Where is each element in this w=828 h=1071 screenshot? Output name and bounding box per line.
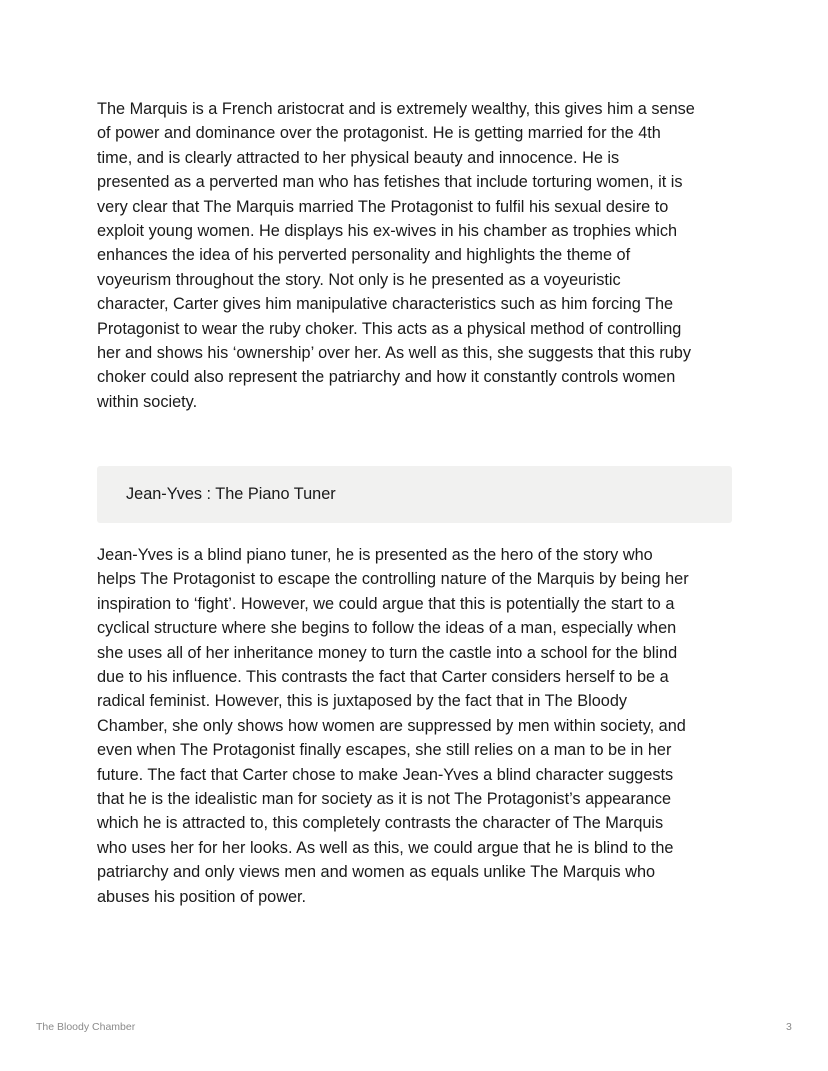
marquis-paragraph [97, 97, 757, 414]
text-line: enhances the idea of his perverted personality and highlights the theme of [97, 246, 631, 265]
text-line: The Marquis is a French aristocrat and is extremely wealthy, this gives him a sense [97, 100, 695, 118]
text-line: who uses her for her looks. As well as this, we could argue that he is blind to the [97, 838, 674, 857]
text-line: inspiration to ‘fight’. However, we could argue that this is potentially the start to a [97, 594, 675, 613]
text-line: even when The Protagonist finally escapes, she still relies on a man to be in her [97, 741, 672, 760]
text-line: very clear that The Marquis married The Protagonist to fulfil his sexual desire to [97, 197, 669, 216]
text-line: character, Carter gives him manipulative characteristics such as him forcing The [97, 295, 674, 314]
text-line: of power and dominance over the protagonist. He is getting married for the 4th [97, 124, 661, 143]
callout-heading: Jean-Yves : The Piano Tuner [126, 485, 336, 503]
text-line: patriarchy and only views men and women as equals unlike The Marquis who [97, 863, 656, 882]
text-line: within society. [97, 392, 198, 411]
text-line: she uses all of her inheritance money to turn the castle into a school for the blind [97, 643, 678, 662]
text-line: choker could also represent the patriarchy and how it constantly controls women [97, 368, 676, 387]
text-line: exploit young women. He displays his ex-wives in his chamber as trophies which [97, 222, 678, 241]
text-line: cyclical structure where she begins to follow the ideas of a man, especially when [97, 619, 677, 638]
text-line: due to his influence. This contrasts the fact that Carter considers herself to be a [97, 668, 669, 687]
text-line: Protagonist to wear the ruby choker. This acts as a physical method of controlling [97, 319, 682, 338]
text-line: Jean-Yves is a blind piano tuner, he is presented as the hero of the story who [97, 546, 653, 564]
text-line: presented as a perverted man who has fetishes that include torturing women, it is [97, 173, 683, 192]
text-line: Chamber, she only shows how women are suppressed by men within society, and [97, 716, 686, 735]
page-number: 3 [786, 1021, 792, 1033]
text-line: time, and is clearly attracted to her physical beauty and innocence. He is [97, 148, 620, 167]
section-callout [97, 466, 732, 523]
text-line: voyeurism throughout the story. Not only is he presented as a voyeuristic [97, 270, 621, 289]
text-line: that he is the idealistic man for society as it is not The Protagonist’s appearance [97, 790, 672, 809]
text-line: future. The fact that Carter chose to make Jean-Yves a blind character suggests [97, 765, 674, 784]
text-line: her and shows his ‘ownership’ over her. As well as this, she suggests that this ruby [97, 344, 691, 363]
jean-yves-paragraph [97, 543, 757, 909]
text-line: helps The Protagonist to escape the controlling nature of the Marquis by being her [97, 570, 689, 589]
text-line: radical feminist. However, this is juxtaposed by the fact that in The Bloody [97, 692, 628, 711]
text-line: abuses his position of power. [97, 887, 307, 906]
text-line: which he is attracted to, this completely contrasts the character of The Marquis [97, 814, 664, 833]
footer-title: The Bloody Chamber [36, 1021, 136, 1033]
